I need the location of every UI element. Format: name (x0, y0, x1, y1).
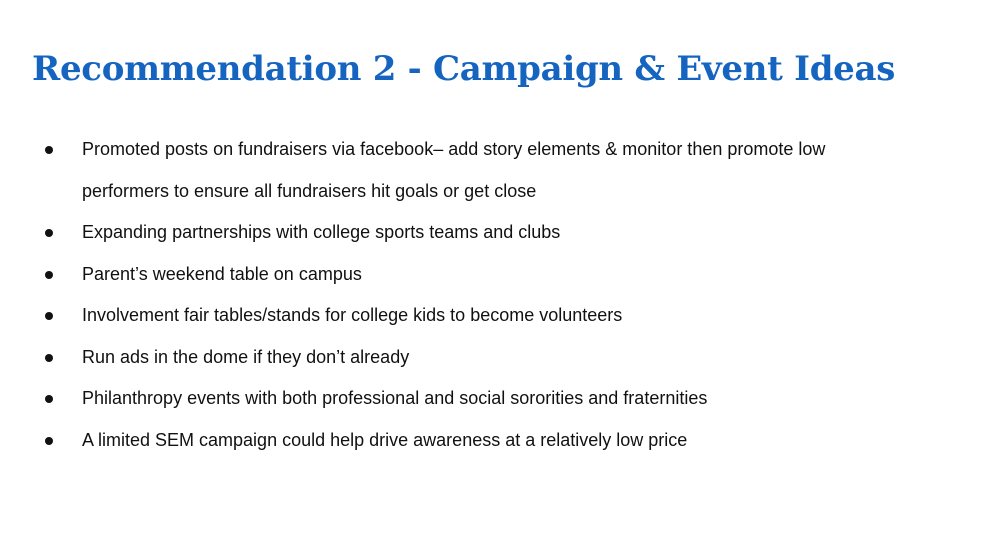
bullet-text: Expanding partnerships with college sports teams and clubs (82, 222, 561, 242)
bullet-item (0, 212, 892, 254)
bullet-item (0, 337, 892, 379)
bullet-item (0, 378, 892, 420)
bullet-dot-icon (45, 437, 53, 445)
bullet-text: Promoted posts on fundraisers via facebook– add story elements & monitor then promote low performers to ensure all fundraisers hit goals or get close (82, 139, 826, 201)
bullet-dot-icon (45, 354, 53, 362)
bullet-text: Involvement fair tables/stands for college kids to become volunteers (82, 305, 623, 325)
bullet-dot-icon (45, 395, 53, 403)
bullet-item (0, 129, 892, 212)
bullet-dot-icon (45, 271, 53, 279)
bullet-dot-icon (45, 312, 53, 320)
bullet-item (0, 420, 892, 462)
bullet-text: Run ads in the dome if they don’t already (82, 346, 410, 367)
bullet-item (0, 295, 892, 337)
bullet-list (0, 129, 990, 461)
slide-title: Recommendation 2 - Campaign & Event Ideas (32, 49, 896, 89)
bullet-text: Parent’s weekend table on campus (82, 263, 362, 284)
bullet-text: Philanthropy events with both professional and social sororities and fraternities (82, 388, 708, 408)
bullet-item (0, 254, 892, 296)
bullet-text: A limited SEM campaign could help drive awareness at a relatively low price (82, 429, 688, 450)
bullet-dot-icon (45, 229, 53, 237)
bullet-dot-icon (45, 146, 53, 154)
